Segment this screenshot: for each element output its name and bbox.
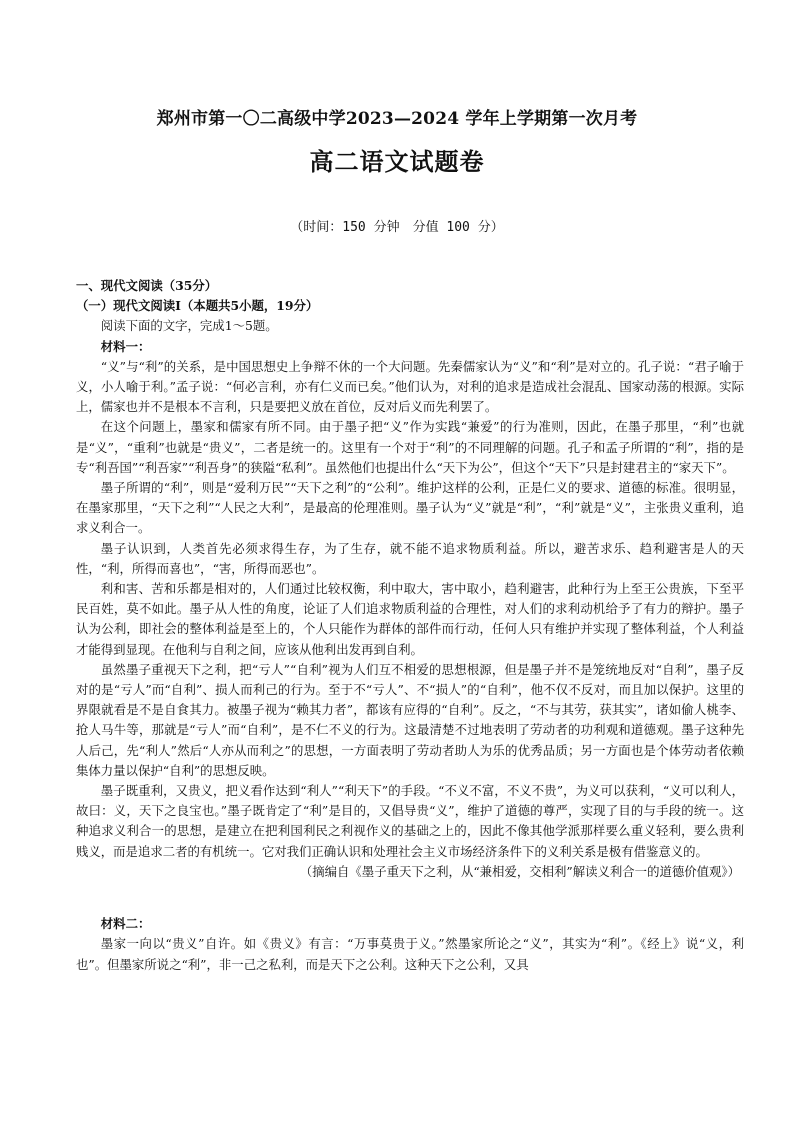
time-score-info: （时间：150 分钟 分值 100 分） (290, 220, 504, 235)
material-one-paragraph: 墨子认识到，人类首先必须求得生存，为了生存，就不能不追求物质利益。所以，避苦求乐、趋利避害是人的天性，“利，所得而喜也”，“害，所得而恶也”。 (76, 540, 744, 576)
section-heading: 一、现代文阅读（35分） (76, 278, 218, 293)
material-one-title: 材料一： (100, 338, 151, 354)
material-one-paragraph: 利和害、苦和乐都是相对的，人们通过比较权衡，利中取大，害中取小，趋利避害，此种行为上至王公贵族，下至平民百姓，莫不如此。墨子从人性的角度，论证了人们追求物质利益的合理性，对人们的求利动机给予了有力的辩护。墨子认为公利，即社会的整体利益是至上的，个人只能作为群体的部件而行动，任何人只有维护并实现了整体利益，个人利益才能得到显现。在他利与自利之间，应该从他利出发再到自利。 (76, 581, 744, 657)
material-one-paragraph: 在这个问题上，墨家和儒家有所不同。由于墨子把“义”作为实践“兼爱”的行为准则，因此，在墨子那里，“利”也就是“义”，“重利”也就是“贵义”，二者是统一的。这里有一个对于“利”的不同理解的问题。孔子和孟子所谓的“利”，指的是专“利吾国”“利吾家”“利吾身”的狭隘“私利”。虽然他们也提出什么“天下为公”，但这个“天下”只是封建君主的“家天下”。 (76, 419, 744, 475)
material-spacer (76, 882, 744, 914)
material-one-paragraph: 墨子所谓的“利”，则是“爱利万民”“天下之利”的“公利”。维护这样的公利，正是仁义的要求、道德的标准。很明显，在墨家那里，“天下之利”“人民之大利”，是最高的伦理准则。墨子认为“义”就是“利”，“利”就是“义”，主张贵义重利，追求义利合一。 (76, 480, 744, 536)
material-one-paragraph: “义”与“利”的关系，是中国思想史上争辩不休的一个大问题。先秦儒家认为“义”和“利”是对立的。孔子说：“君子喻于义，小人喻于利。”孟子说：“何必言利，亦有仁义而已矣。”他们认为，对利的追求是造成社会混乱、国家动荡的根源。实际上，儒家也并不是根本不言利，只是要把义放在首位，反对后义而先利罢了。 (76, 358, 744, 415)
material-one-paragraph: 虽然墨子重视天下之利，把“亏人”“自利”视为人们互不相爱的思想根源，但是墨子并不是笼统地反对“自利”，墨子反对的是“亏人”而“自利”、损人而利己的行为。至于不“亏人”、不“损人”的“自利”，他不仅不反对，而且加以保护。这里的界限就看是不是自食其力。被墨子视为“赖其力者”，都该有应得的“自利”。反之，“不与其劳，获其实”，诸如偷人桃李、抢人马牛等，那就是“亏人”而“自利”，是不仁不义的行为。这最清楚不过地表明了劳动者的功利观和道德观。墨子这种先人后己，先“利人”然后“人亦从而利之”的思想，一方面表明了劳动者助人为乐的优秀品质；另一方面也是个体劳动者依赖集体力量以保护“自利”的思想反映。 (76, 661, 744, 778)
material-two-title: 材料二： (100, 916, 151, 932)
exam-content (76, 276, 744, 975)
paper-title: 高二语文试题卷 (309, 147, 485, 176)
material-one-paragraph: 墨子既重利，又贵义，把义看作达到“利人”“利天下”的手段。“不义不富，不义不贵”，为义可以获利，“义可以利人，故曰：义，天下之良宝也。”墨子既肯定了“利”是目的，又倡导贵“义”，维护了道德的尊严，实现了目的与手段的统一。这种追求义利合一的思想，是建立在把利国利民之利视作义的基础之上的，因此不像其他学派那样要么重义轻利，要么贵利贱义，而是追求二者的有机统一。它对我们正确认识和处理社会主义市场经济条件下的义利关系是极有借鉴意义的。 (76, 783, 744, 859)
school-exam-title: 郑州市第一〇二高级中学2023—2024 学年上学期第一次月考 (156, 109, 638, 129)
material-one-source: （摘编自《墨子重天下之利，从“兼相爱，交相利”解读义利合一的道德价值观》） (299, 863, 740, 879)
material-two-paragraph: 墨家一向以“贵义”自许。如《贵义》有言：“万事莫贵于义。”然墨家所论之“义”，其实为“利”。《经上》说“义，利也”。但墨家所说之“利”，非一己之私利，而是天下之公利。这种天下之公利，又具 (76, 936, 744, 972)
reading-instruction: 阅读下面的文字，完成1～5题。 (100, 318, 278, 334)
subsection-heading: （一）现代文阅读Ⅰ（本题共5小题，19分） (76, 298, 319, 314)
